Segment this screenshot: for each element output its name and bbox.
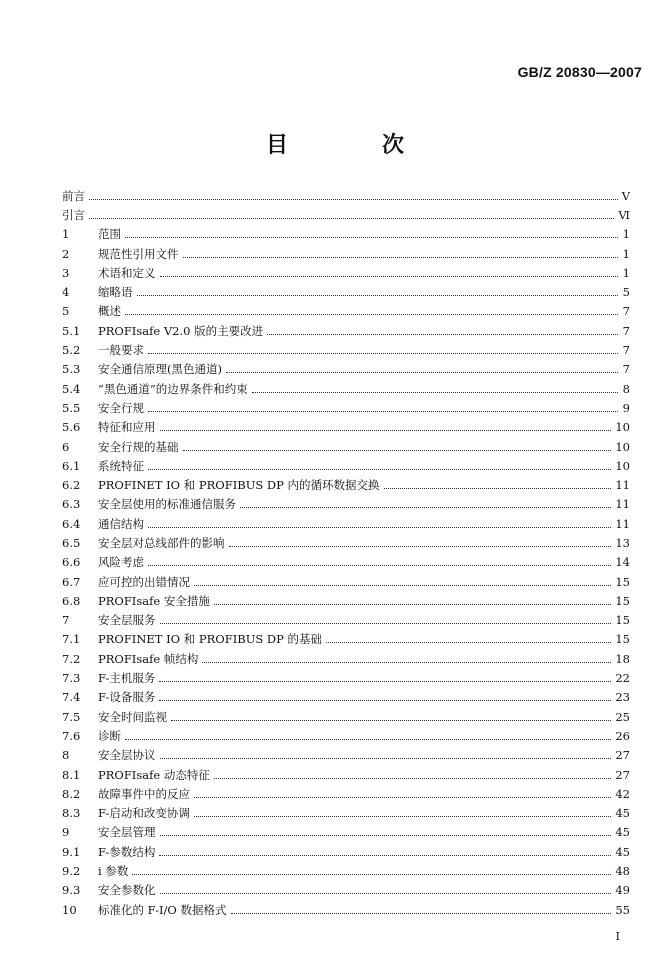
toc-entry-number: 1	[62, 227, 70, 242]
toc-entry-title: 安全行规	[98, 400, 144, 415]
dot-leader	[137, 288, 619, 296]
toc-entry-title: i 参数	[98, 864, 129, 879]
toc-entry-number: 8.3	[62, 806, 81, 821]
toc-entry-number: 7.5	[62, 709, 81, 724]
toc-entry-title: F-设备服务	[98, 690, 156, 705]
toc-entry-number: 9.3	[62, 883, 81, 898]
toc-entry-page: 22	[615, 671, 630, 686]
dot-leader	[229, 539, 612, 547]
toc-entry[interactable]	[62, 302, 630, 321]
dot-leader	[214, 771, 612, 779]
toc-entry[interactable]	[62, 804, 630, 823]
dot-leader	[148, 462, 611, 470]
toc-entry-page: 15	[615, 632, 630, 647]
toc-entry-number: 7.3	[62, 671, 81, 686]
toc-entry-page: 8	[622, 381, 630, 396]
toc-entry-number: 5.6	[62, 420, 81, 435]
toc-entry-page: 49	[615, 883, 630, 898]
toc-entry[interactable]	[62, 707, 630, 726]
toc-entry-title: 规范性引用文件	[98, 246, 179, 261]
toc-entry-number: 9	[62, 825, 70, 840]
toc-entry-title: 特征和应用	[98, 420, 156, 435]
toc-entry-page: 9	[622, 400, 630, 415]
toc-entry[interactable]	[62, 861, 630, 880]
toc-entry-page: 11	[615, 478, 630, 493]
toc-entry-number: 5.3	[62, 362, 81, 377]
toc-entry-page: 26	[615, 728, 630, 743]
toc-entry-title: PROFIsafe 安全措施	[98, 593, 210, 608]
toc-entry[interactable]	[62, 263, 630, 282]
toc-entry[interactable]	[62, 398, 630, 417]
toc-entry[interactable]	[62, 495, 630, 514]
dot-leader	[160, 616, 612, 624]
toc-entry-title: 引言	[62, 207, 85, 222]
toc-entry[interactable]	[62, 225, 630, 244]
toc-entry-page: 25	[615, 709, 630, 724]
toc-entry-title: F-参数结构	[98, 844, 156, 859]
toc-entry-page: 27	[615, 748, 630, 763]
toc-entry-title: 范围	[98, 227, 121, 242]
toc-entry-title: 一般要求	[98, 343, 144, 358]
toc-entry[interactable]	[62, 379, 630, 398]
toc-entry-title: 故障事件中的反应	[98, 786, 190, 801]
toc-entry-page: 15	[615, 613, 630, 628]
toc-entry[interactable]	[62, 437, 630, 456]
toc-entry[interactable]	[62, 244, 630, 263]
toc-entry-page: 1	[622, 246, 630, 261]
toc-entry[interactable]	[62, 572, 630, 591]
toc-entry[interactable]	[62, 591, 630, 610]
toc-entry-title: PROFINET IO 和 PROFIBUS DP 内的循环数据交换	[98, 478, 380, 493]
dot-leader	[160, 269, 619, 277]
toc-entry-number: 6.4	[62, 516, 81, 531]
dot-leader	[125, 732, 611, 740]
footer-page-number: I	[615, 930, 620, 943]
toc-entry-page: 7	[622, 343, 630, 358]
toc-entry-title: 安全层管理	[98, 825, 156, 840]
dot-leader	[125, 230, 618, 238]
dot-leader	[148, 520, 611, 528]
toc-entry[interactable]	[62, 360, 630, 379]
dot-leader	[202, 655, 611, 663]
toc-entry-title: 诊断	[98, 728, 121, 743]
dot-leader	[384, 481, 612, 489]
toc-entry[interactable]	[62, 765, 630, 784]
toc-entry-number: 5	[62, 304, 70, 319]
toc-entry-title: 安全层使用的标准通信服务	[98, 497, 236, 512]
toc-entry[interactable]	[62, 668, 630, 687]
toc-entry-title: PROFIsafe V2.0 版的主要改进	[98, 323, 264, 338]
toc-entry[interactable]	[62, 321, 630, 340]
toc-entry-number: 5.1	[62, 323, 81, 338]
toc-entry-title: “黑色通道”的边界条件和约束	[98, 381, 248, 396]
toc-entry-title: F-启动和改变协调	[98, 806, 190, 821]
dot-leader	[252, 385, 618, 393]
toc-entry[interactable]	[62, 746, 630, 765]
toc-entry-title: F-主机服务	[98, 671, 156, 686]
toc-entry[interactable]	[62, 282, 630, 301]
toc-entry-page: 55	[615, 902, 630, 917]
toc-entry[interactable]	[62, 611, 630, 630]
toc-entry[interactable]	[62, 418, 630, 437]
toc-entry-page: Ⅴ	[621, 188, 630, 203]
dot-leader	[194, 790, 611, 798]
dot-leader	[89, 192, 618, 200]
toc-entry-page: 7	[622, 323, 630, 338]
toc-entry-title: 安全行规的基础	[98, 439, 179, 454]
toc-entry[interactable]	[62, 186, 630, 205]
toc-entry-title: 应可控的出错情况	[98, 574, 190, 589]
toc-entry[interactable]	[62, 649, 630, 668]
dot-leader	[267, 327, 618, 335]
toc-entry-page: 18	[615, 651, 630, 666]
toc-entry-number: 7.6	[62, 728, 81, 743]
standard-code: GB/Z 20830—2007	[517, 64, 642, 80]
dot-leader	[148, 404, 618, 412]
toc-entry-title: 概述	[98, 304, 121, 319]
toc-entry-number: 10	[62, 902, 77, 917]
toc-entry[interactable]	[62, 630, 630, 649]
toc-entry-title: PROFIsafe 帧结构	[98, 651, 199, 666]
toc-entry-title: PROFIsafe 动态特征	[98, 767, 210, 782]
toc-title: 目 次	[265, 133, 440, 158]
toc-entry-number: 7.4	[62, 690, 81, 705]
toc-entry-title: 缩略语	[98, 285, 133, 300]
toc-entry-page: 48	[615, 864, 630, 879]
toc-entry[interactable]	[62, 456, 630, 475]
toc-entry-page: 42	[615, 786, 630, 801]
toc-entry-page: 5	[622, 285, 630, 300]
toc-entry-page: 45	[615, 844, 630, 859]
toc-entry-number: 5.2	[62, 343, 81, 358]
toc-entry-page: 45	[615, 825, 630, 840]
toc-entry-title: 前言	[62, 188, 85, 203]
toc-entry-number: 7.2	[62, 651, 81, 666]
toc-entry-number: 4	[62, 285, 70, 300]
toc-entry[interactable]	[62, 514, 630, 533]
dot-leader	[183, 443, 612, 451]
toc-entry-page: 13	[615, 535, 630, 550]
dot-leader	[160, 886, 612, 894]
dot-leader	[214, 597, 612, 605]
dot-leader	[159, 848, 611, 856]
toc-entry-title: 系统特征	[98, 458, 144, 473]
toc-entry-number: 6.7	[62, 574, 81, 589]
toc-entry-page: 11	[615, 516, 630, 531]
dot-leader	[171, 713, 611, 721]
dot-leader	[231, 906, 612, 914]
toc-entry-number: 7.1	[62, 632, 81, 647]
toc-entry-title: 安全层服务	[98, 613, 156, 628]
toc-entry-page: 1	[622, 265, 630, 280]
toc-entry-title: 术语和定义	[98, 265, 156, 280]
toc-entry[interactable]	[62, 900, 630, 919]
toc-entry-number: 7	[62, 613, 70, 628]
toc-entry[interactable]	[62, 784, 630, 803]
toc-entry[interactable]	[62, 688, 630, 707]
toc-entry[interactable]	[62, 533, 630, 552]
toc-entry-page: 27	[615, 767, 630, 782]
toc-entry-page: 14	[615, 555, 630, 570]
toc-entry-number: 6.8	[62, 593, 81, 608]
toc-entry-number: 6.3	[62, 497, 81, 512]
toc-entry[interactable]	[62, 205, 630, 224]
dot-leader	[160, 751, 612, 759]
dot-leader	[194, 578, 611, 586]
dot-leader	[148, 346, 618, 354]
toc-entry-number: 5.5	[62, 400, 81, 415]
dot-leader	[148, 558, 611, 566]
toc-entry-title: 安全层协议	[98, 748, 156, 763]
toc-entry[interactable]	[62, 881, 630, 900]
toc-entry-number: 6.1	[62, 458, 81, 473]
toc-entry[interactable]	[62, 553, 630, 572]
toc-entry[interactable]	[62, 823, 630, 842]
toc-entry-number: 9.2	[62, 864, 81, 879]
toc-entry-title: 安全参数化	[98, 883, 156, 898]
toc-entry-page: 15	[615, 574, 630, 589]
dot-leader	[240, 500, 611, 508]
toc-entry-number: 9.1	[62, 844, 81, 859]
dot-leader	[160, 828, 612, 836]
dot-leader	[226, 365, 618, 373]
toc-entry-number: 5.4	[62, 381, 81, 396]
toc-entry-title: 通信结构	[98, 516, 144, 531]
toc-entry-title: PROFINET IO 和 PROFIBUS DP 的基础	[98, 632, 323, 647]
toc-entry-page: 45	[615, 806, 630, 821]
dot-leader	[160, 423, 612, 431]
dot-leader	[132, 867, 611, 875]
dot-leader	[194, 809, 612, 817]
toc-entry-number: 6	[62, 439, 70, 454]
toc-entry-page: 1	[622, 227, 630, 242]
dot-leader	[159, 674, 611, 682]
toc-entry-title: 安全层对总线部件的影响	[98, 535, 225, 550]
dot-leader	[89, 211, 614, 219]
toc-entry-page: 23	[615, 690, 630, 705]
toc-entry-page: 11	[615, 497, 630, 512]
toc-entry-number: 6.5	[62, 535, 81, 550]
toc-entry-title: 风险考虑	[98, 555, 144, 570]
toc-entry-page: 10	[615, 458, 630, 473]
toc-entry-page: 7	[622, 362, 630, 377]
toc-entry-page: Ⅵ	[618, 207, 630, 222]
toc-entry-page: 7	[622, 304, 630, 319]
toc-entry-number: 3	[62, 265, 70, 280]
toc-entry-page: 10	[615, 439, 630, 454]
toc-entry-number: 8.1	[62, 767, 81, 782]
toc-entry-number: 8	[62, 748, 70, 763]
toc-entry-number: 6.6	[62, 555, 81, 570]
toc-entry[interactable]	[62, 726, 630, 745]
dot-leader	[159, 693, 611, 701]
toc-entry[interactable]	[62, 842, 630, 861]
toc-entry-title: 标准化的 F-I/O 数据格式	[98, 902, 227, 917]
table-of-contents	[62, 186, 630, 919]
toc-entry-title: 安全通信原理(黑色通道)	[98, 362, 222, 377]
dot-leader	[326, 635, 611, 643]
dot-leader	[125, 307, 618, 315]
toc-entry-number: 8.2	[62, 786, 81, 801]
toc-entry-title: 安全时间监视	[98, 709, 167, 724]
toc-entry[interactable]	[62, 475, 630, 494]
toc-entry-number: 6.2	[62, 478, 81, 493]
dot-leader	[183, 250, 619, 258]
toc-entry[interactable]	[62, 340, 630, 359]
toc-entry-page: 10	[615, 420, 630, 435]
toc-entry-number: 2	[62, 246, 70, 261]
toc-entry-page: 15	[615, 593, 630, 608]
